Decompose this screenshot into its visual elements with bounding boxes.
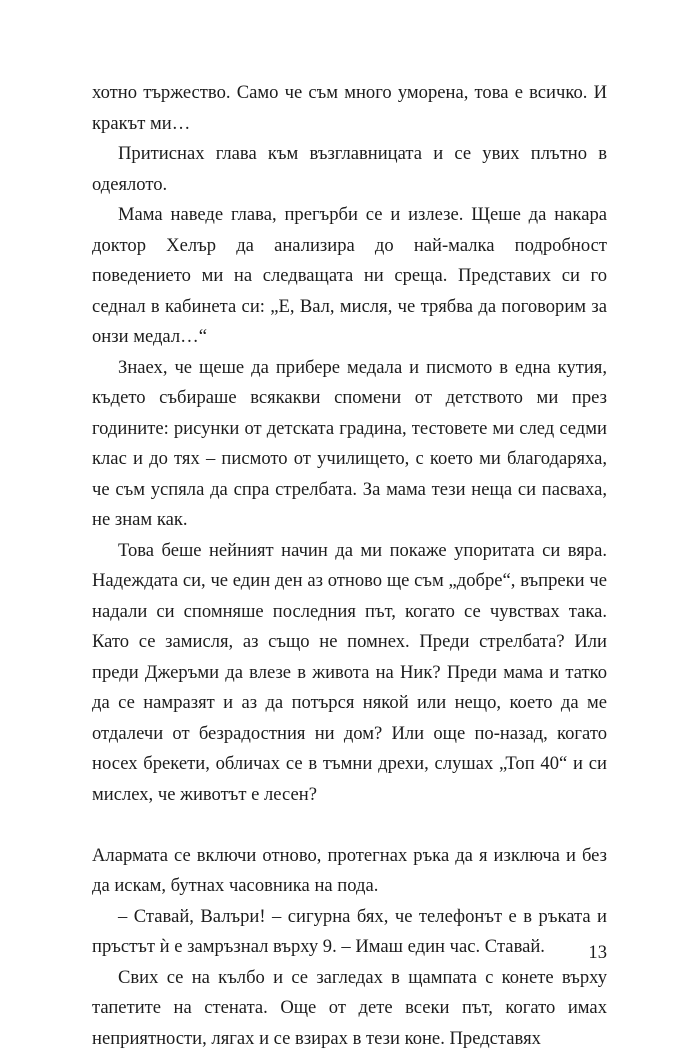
- paragraph: – Ставай, Валъри! – сигурна бях, че телефонът е в ръката и пръстът ѝ е замръзнал върху 9. – Имаш един час. Ставай.: [92, 902, 607, 963]
- paragraph: Притиснах глава към възглавницата и се увих плътно в одеялото.: [92, 139, 607, 200]
- page-number: 13: [588, 938, 607, 968]
- paragraph: Алармата се включи отново, протегнах ръка да я изключа и без да искам, бутнах часовника на пода.: [92, 841, 607, 902]
- paragraph: Знаех, че щеше да прибере медала и писмото в една кутия, където събираше всякакви спомени от детството ми през годините: рисунки от детската градина, тестовете ми след седми клас и до тях – писмото от училището, с което ми благодаряха, че съм успяла да спра стрелбата. За мама тези неща си пасваха, не знам как.: [92, 353, 607, 536]
- paragraph: Свих се на кълбо и се загледах в щампата с конете върху тапетите на стената. Още от дете всеки път, когато имах неприятности, лягах и се взирах в тези коне. Представях: [92, 963, 607, 1054]
- paragraph: Мама наведе глава, прегърби се и излезе. Щеше да накара доктор Хелър да анализира до най-малка подробност поведението ми на следващата ни среща. Представих си го седнал в кабинета си: „Е, Вал, мисля, че трябва да поговорим за онзи медал…“: [92, 200, 607, 353]
- body-text: [92, 78, 607, 1054]
- paragraph: хотно тържество. Само че съм много уморена, това е всичко. И кракът ми…: [92, 78, 607, 139]
- section-break: [92, 810, 607, 841]
- paragraph: Това беше нейният начин да ми покаже упоритата си вяра. Надеждата си, че един ден аз отново ще съм „добре“, въпреки че надали си спомняше последния път, когато се чувствах така. Като се замисля, аз също не помнех. Преди стрелбата? Или преди Джеръми да влезе в живота на Ник? Преди мама и татко да се намразят и аз да потърся някой или нещо, което да ме отдалечи от безрадостния ни дом? Или още по-назад, когато носех брекети, обличах се в тъмни дрехи, слушах „Топ 40“ и си мислех, че животът е лесен?: [92, 536, 607, 811]
